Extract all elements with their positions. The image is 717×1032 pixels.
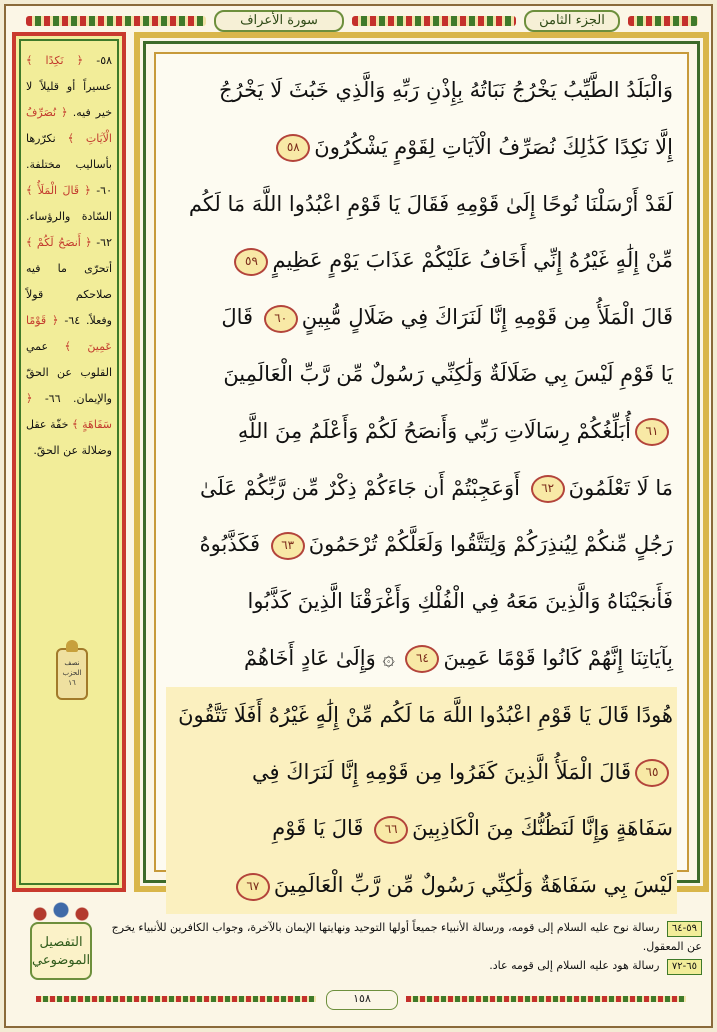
verse-text: وَالْبَلَدُ الطَّيِّبُ يَخْرُجُ نَبَاتُهُ بِإِذْنِ رَبِّهِ وَالَّذِي خَبُثَ لَا يَخْرُجُ [219,78,673,102]
verse-text: مِّنْ إِلَٰهٍ غَيْرُهُ إِنِّي أَخَافُ عَلَيْكُمْ عَذَابَ يَوْمٍ عَظِيمٍ [272,248,673,273]
verse-number-marker: ٦٣ [271,532,305,560]
topic-note [106,918,702,956]
glossary-term: ﴿ أَنصَحُ لَكُمْ ﴾ [26,236,92,249]
verse-text: لَقَدْ أَرْسَلْنَا نُوحًا إِلَىٰ قَوْمِهِ فَقَالَ يَا قَوْمِ اعْبُدُوا اللَّهَ مَا لَكُم [188,191,673,216]
verse-text: قَالَ الْمَلَأُ الَّذِينَ كَفَرُوا مِن قَوْمِهِ إِنَّا لَنَرَاكَ فِي [252,759,631,784]
verse-text: هُودًا قَالَ يَا قَوْمِ اعْبُدُوا اللَّهَ مَا لَكُم مِّنْ إِلَٰهٍ غَيْرُهُ أَفَلَا تَتَّقُونَ [178,702,673,727]
glossary-definition: نكرّرها بأساليب مختلفة. ٦٠- [26,132,112,197]
verse-line [166,744,677,801]
note-verse-range: ٦٥-٧٢ [667,959,702,975]
glossary-term: ﴿ نَكِدًا ﴾ [26,54,84,67]
verse-text: لَيْسَ بِي سَفَاهَةٌ وَلَٰكِنِّي رَسُولٌ مِّن رَّبِّ الْعَالَمِينَ [273,873,673,898]
verse-text: يَا قَوْمِ لَيْسَ بِي ضَلَالَةٌ وَلَٰكِنِّي رَسُولٌ مِّن رَّبِّ الْعَالَمِينَ [223,361,673,386]
page-header [6,6,715,34]
badge-ornament-icon [26,902,96,922]
glossary-term: ﴿ قَالَ الْمَلَأُ ﴾ [26,184,91,197]
note-verse-range: ٥٩-٦٤ [667,921,702,937]
verse-line [166,516,677,573]
verse-line [166,62,677,119]
glossary-definition: السّادة والرؤساء. ٦٢- [26,210,112,249]
header-ornament-middle [352,16,516,26]
page-footer [16,902,706,1012]
verse-text: فَكَذَّبُوهُ [199,532,267,557]
margin-glossary [12,32,126,892]
verse-line [166,346,677,403]
page-number: ١٥٨ [326,990,398,1010]
glossary-definition: خفّة عقل وضلالة عن الحقّ. [26,418,112,457]
glossary-term: ﴿ نُصَرِّفُ الْآيَاتِ ﴾ [26,106,112,145]
verse-text: فَأَنجَيْنَاهُ وَالَّذِينَ مَعَهُ فِي الْفُلْكِ وَأَغْرَقْنَا الَّذِينَ كَذَّبُوا [247,589,673,614]
verse-text: أُبَلِّغُكُمْ رِسَالَاتِ رَبِّي وَأَنصَحُ لَكُمْ وَأَعْلَمُ مِنَ اللَّهِ [237,418,631,443]
verse-text: ۞ وَإِلَىٰ عَادٍ أَخَاهُمْ [244,645,402,670]
juz-title: الجزء الثامن [524,10,620,32]
verses-text [166,62,677,914]
verse-line [166,573,677,630]
verse-text: مَا لَا تَعْلَمُونَ [568,475,673,500]
verse-text: بِآيَاتِنَا إِنَّهُمْ كَانُوا قَوْمًا عَمِينَ [443,645,673,670]
footer-ornament-right [406,996,686,1002]
hizb-label: نصف الحزب ١٦ [62,659,82,687]
verse-text: قَالَ يَا قَوْمِ [272,816,371,841]
verses-frame [134,32,709,898]
verse-line [166,630,677,687]
verse-number-marker: ٦١ [635,418,669,446]
glossary-definition: ٥٨- [83,54,113,67]
topic-note [106,956,702,975]
surah-title: سورة الأعراف [214,10,344,32]
verse-number-marker: ٥٨ [276,134,310,162]
topical-index-badge [30,922,92,980]
verse-number-marker: ٥٩ [234,248,268,276]
note-text: رسالة هود عليه السلام إلى قومه عاد. [489,959,660,972]
note-text: رسالة نوح عليه السلام إلى قومه، ورسالة الأنبياء جميعاً أولها التوحيد ونهايتها الإيمان بالآخرة، وجواب الكافرين للأنبياء يخرج عن المعقول. [111,921,702,953]
verse-number-marker: ٦٦ [374,816,408,844]
verse-line [166,289,677,346]
footer-ornament-left [36,996,316,1002]
badge-line-1: التفصيل [39,935,83,950]
verse-number-marker: ٦٤ [405,645,439,673]
glossary-term: ﴿ قَوْمًا عَمِينَ ﴾ [26,314,112,353]
verse-text: قَالَ الْمَلَأُ مِن قَوْمِهِ إِنَّا لَنَرَاكَ فِي ضَلَالٍ مُّبِينٍ [301,305,673,330]
glossary-term: ﴿ سَفَاهَةٍ ﴾ [26,392,112,431]
verse-line [166,687,677,744]
header-ornament-left [26,16,206,26]
glossary-definition: عمي القلوب عن الحقّ والإيمان. ٦٦- [26,340,112,405]
verse-line [166,460,677,517]
glossary-definition: أتحرّى ما فيه صلاحكم قولاً وفعلاً. ٦٤- [26,262,112,327]
glossary-definition: عسيراً أو قليلاً لا خير فيه. [26,80,112,119]
verse-text: أَوَعَجِبْتُمْ أَن جَاءَكُمْ ذِكْرٌ مِّن رَّبِّكُمْ عَلَىٰ [200,475,527,500]
verse-line [166,403,677,460]
verse-number-marker: ٦٥ [635,759,669,787]
verse-line [166,119,677,176]
glossary-text [26,48,112,464]
verse-line [166,176,677,233]
verse-number-marker: ٦٧ [236,873,270,901]
verse-text: إِلَّا نَكِدًا كَذَٰلِكَ نُصَرِّفُ الْآيَاتِ لِقَوْمٍ يَشْكُرُونَ [314,134,673,159]
verse-text: قَالَ [221,305,260,330]
verses-area [154,52,689,898]
verse-number-marker: ٦٠ [264,305,298,333]
verse-number-marker: ٦٢ [531,475,565,503]
mushaf-page [4,4,713,1028]
header-ornament-right [628,16,698,26]
hizb-marker [56,648,88,700]
verse-text: رَجُلٍ مِّنكُمْ لِيُنذِرَكُمْ وَلِتَتَّقُوا وَلَعَلَّكُمْ تُرْحَمُونَ [308,532,673,557]
verse-text: سَفَاهَةٍ وَإِنَّا لَنَظُنُّكَ مِنَ الْكَاذِبِينَ [412,816,673,841]
topic-notes [106,918,702,975]
verse-line [166,800,677,857]
verse-line [166,232,677,289]
badge-line-2: الموضوعي [32,953,91,968]
